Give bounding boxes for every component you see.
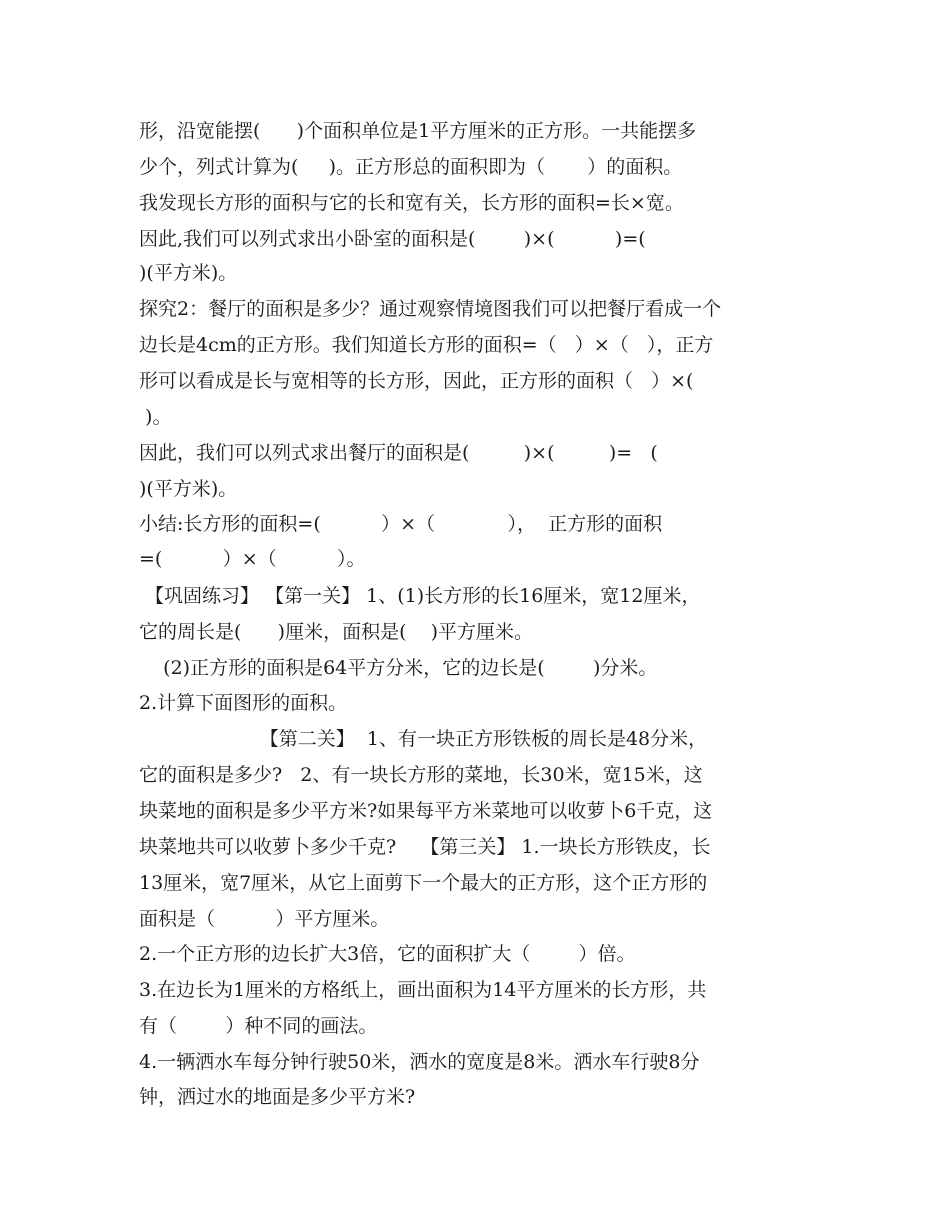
- text-line-18: 【第二关】 1、有一块正方形铁板的周长是48分米，: [139, 728, 708, 750]
- text-line-1: 形，沿宽能摆( )个面积单位是1平方厘米的正方形。一共能摆多: [139, 120, 697, 142]
- text-line-17: 2.计算下面图形的面积。: [139, 692, 348, 714]
- text-line-8: 形可以看成是长与宽相等的长方形，因此，正方形的面积（ ）×(: [139, 370, 694, 392]
- text-line-4: 因此,我们可以列式求出小卧室的面积是( )×( )=(: [139, 228, 646, 250]
- text-line-23: 面积是（ ）平方厘米。: [139, 908, 390, 930]
- text-line-7: 边长是4cm的正方形。我们知道长方形的面积=（ ）×（ ），正方: [139, 334, 714, 356]
- text-line-20: 块菜地的面积是多少平方米?如果每平方米菜地可以收萝卜6千克，这: [139, 800, 713, 822]
- text-line-10: 因此，我们可以列式求出餐厅的面积是( )×( )= (: [139, 442, 658, 464]
- text-line-28: 钟，洒过水的地面是多少平方米?: [139, 1086, 416, 1108]
- text-line-12: 小结:长方形的面积=( ）×（ ）， 正方形的面积: [139, 513, 663, 535]
- text-line-27: 4.一辆洒水车每分钟行驶50米，洒水的宽度是8米。洒水车行驶8分: [139, 1051, 700, 1073]
- text-line-9: )。: [139, 406, 172, 428]
- text-line-26: 有（ ）种不同的画法。: [139, 1015, 378, 1037]
- text-line-6: 探究2：餐厅的面积是多少？通过观察情境图我们可以把餐厅看成一个: [139, 298, 722, 320]
- text-line-2: 少个，列式计算为( )。正方形总的面积即为（ ）的面积。: [139, 156, 683, 178]
- text-line-13: =( ）×（ ）。: [139, 548, 366, 570]
- text-line-22: 13厘米，宽7厘米，从它上面剪下一个最大的正方形，这个正方形的: [139, 872, 708, 894]
- text-line-14: 【巩固练习】 【第一关】 1、(1)长方形的长16厘米，宽12厘米，: [139, 585, 701, 607]
- text-line-21: 块菜地共可以收萝卜多少千克? 【第三关】 1.一块长方形铁皮，长: [139, 836, 711, 858]
- text-line-24: 2.一个正方形的边长扩大3倍，它的面积扩大（ ）倍。: [139, 943, 636, 965]
- text-line-19: 它的面积是多少? 2、有一块长方形的菜地，长30米，宽15米，这: [139, 764, 703, 786]
- text-line-5: )(平方米)。: [139, 262, 238, 284]
- text-line-11: )(平方米)。: [139, 478, 238, 500]
- text-line-16: (2)正方形的面积是64平方分米，它的边长是( )分米。: [139, 657, 658, 679]
- text-line-25: 3.在边长为1厘米的方格纸上，画出面积为14平方厘米的长方形，共: [139, 979, 707, 1001]
- text-line-15: 它的周长是( )厘米，面积是( )平方厘米。: [139, 621, 534, 643]
- text-line-3: 我发现长方形的面积与它的长和宽有关，长方形的面积=长×宽。: [139, 192, 684, 214]
